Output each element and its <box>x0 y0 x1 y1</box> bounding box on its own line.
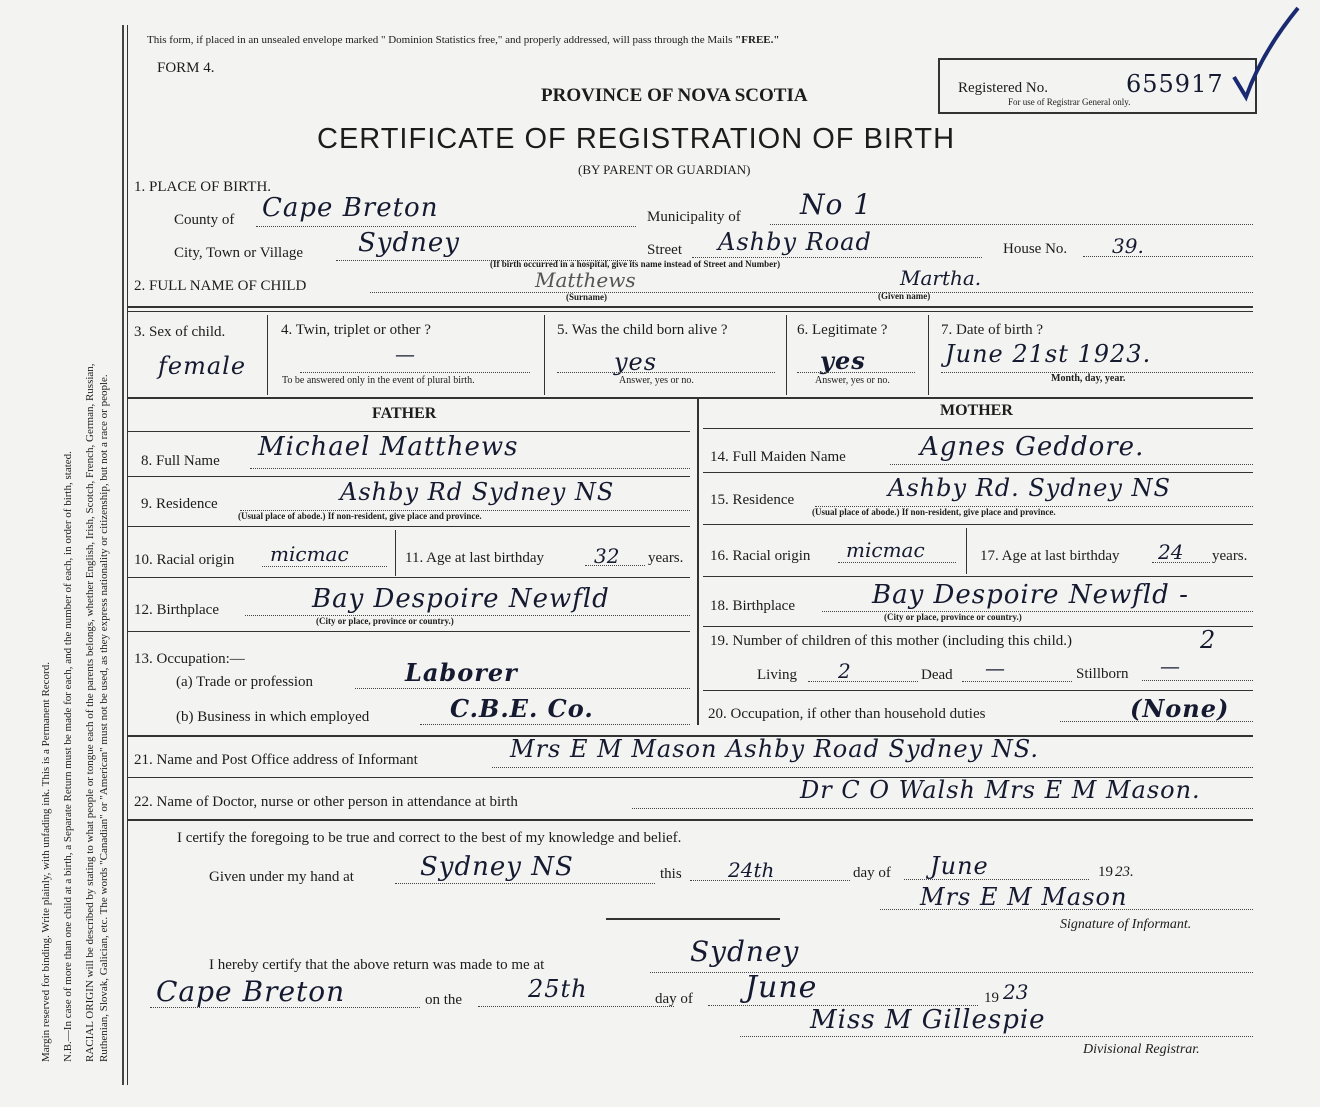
legit-value: yes <box>820 346 866 375</box>
father-name-value: Michael Matthews <box>258 432 519 462</box>
county-line <box>256 226 636 227</box>
doctor-line <box>632 808 1253 809</box>
street-value: Ashby Road <box>718 228 872 256</box>
informant-label: 21. Name and Post Office address of Informant <box>134 752 418 768</box>
margin-note-racial-origin-2: Ruthenian, Slovak, Galician, etc. The words "Canadian" or "American" must not be used, as they express nationality or citizenship, but not a race or people. <box>98 374 110 1062</box>
row-divider-2 <box>544 315 545 395</box>
house-value: 39. <box>1112 234 1144 258</box>
father-name-line <box>250 468 690 469</box>
child-surname-value: Matthews <box>535 268 636 292</box>
alive-line <box>557 372 775 373</box>
dead-line <box>962 681 1072 682</box>
sex-label: 3. Sex of child. <box>134 324 226 340</box>
mother-race-divider <box>966 528 967 574</box>
mother-age-unit: years. <box>1212 548 1248 564</box>
registered-label: Registered No. <box>958 80 1048 96</box>
mother-name-line <box>890 464 1253 465</box>
living-label: Living <box>757 667 797 683</box>
informant-line <box>492 767 1253 768</box>
mother-occupation-value: (None) <box>1130 694 1230 723</box>
mother-age-label: 17. Age at last birthday <box>980 548 1120 564</box>
row-line-top <box>127 306 1253 308</box>
certificate-subtitle: (BY PARENT OR GUARDIAN) <box>578 162 751 177</box>
certify-statement: I certify the foregoing to be true and correct to the best of my knowledge and belief. <box>177 830 682 846</box>
trade-line <box>355 688 690 689</box>
informant-signature-label: Signature of Informant. <box>1060 917 1192 932</box>
registrar-day-value: 25th <box>528 975 588 1003</box>
mail-note: This form, if placed in an unsealed envelope marked " Dominion Statistics free," and properly addressed, will pass through the Mails "FREE." <box>147 34 780 46</box>
father-race-divider <box>395 530 396 576</box>
given-place-value: Sydney NS <box>420 852 574 882</box>
father-age-value: 32 <box>594 544 620 568</box>
row-line-bottom <box>127 397 1253 399</box>
registrar-place-value: Sydney <box>690 935 800 968</box>
registered-number: 655917 <box>1126 70 1224 98</box>
trade-value: Laborer <box>405 658 518 687</box>
registrar-on-label: on the <box>425 992 463 1008</box>
mother-birthplace-label: 18. Birthplace <box>710 598 795 614</box>
child-surname-note: (Surname) <box>566 292 607 302</box>
father-line-2 <box>127 476 690 477</box>
row-divider-3 <box>786 315 787 395</box>
doctor-bottom-line <box>127 819 1253 821</box>
legit-label: 6. Legitimate ? <box>797 322 888 338</box>
mother-race-line <box>838 562 956 563</box>
stillborn-value: — <box>1160 654 1180 678</box>
house-line <box>1083 256 1253 257</box>
father-residence-note: (Usual place of abode.) If non-resident, give place and province. <box>238 511 482 521</box>
twin-value: — <box>395 342 415 366</box>
mother-race-label: 16. Racial origin <box>710 548 811 564</box>
informant-value: Mrs E M Mason Ashby Road Sydney NS. <box>510 735 1039 763</box>
place-of-birth-heading: 1. PLACE OF BIRTH. <box>134 179 272 195</box>
registrar-signature-line <box>740 1036 1253 1037</box>
living-value: 2 <box>838 659 851 683</box>
dob-label: 7. Date of birth ? <box>941 322 1044 338</box>
father-birthplace-label: 12. Birthplace <box>134 602 219 618</box>
mother-line-4 <box>703 576 1253 577</box>
given-day-label: day of <box>853 865 891 881</box>
father-residence-label: 9. Residence <box>141 496 218 512</box>
certificate-title: CERTIFICATE OF REGISTRATION OF BIRTH <box>317 123 956 155</box>
row-divider-4 <box>928 315 929 395</box>
child-name-line <box>370 292 1253 293</box>
given-year-prefix: 19 <box>1098 864 1113 880</box>
mother-occupation-label: 20. Occupation, if other than household duties <box>708 706 986 722</box>
dob-value: June 21st 1923. <box>945 340 1152 368</box>
mail-free: "FREE." <box>735 34 780 46</box>
father-line-4 <box>127 577 690 578</box>
city-label: City, Town or Village <box>174 245 304 261</box>
registrar-divider <box>606 918 780 920</box>
twin-label: 4. Twin, triplet or other ? <box>281 322 431 338</box>
child-name-label: 2. FULL NAME OF CHILD <box>134 278 307 294</box>
mother-residence-note: (Usual place of abode.) If non-resident, give place and province. <box>812 507 1056 517</box>
registrar-year-prefix: 19 <box>984 990 999 1006</box>
dead-value: — <box>985 656 1005 680</box>
form-number: FORM 4. <box>157 60 215 76</box>
margin-line <box>122 25 124 1085</box>
row-divider-1 <box>267 315 268 395</box>
margin-line-2 <box>127 25 128 1085</box>
legit-line <box>797 372 915 373</box>
province-title: PROVINCE OF NOVA SCOTIA <box>541 85 808 106</box>
registrar-county-value: Cape Breton <box>156 975 346 1008</box>
mother-age-value: 24 <box>1158 540 1184 564</box>
county-value: Cape Breton <box>262 193 439 223</box>
registrar-year-value: 23 <box>1003 980 1029 1004</box>
children-label: 19. Number of children of this mother (including this child.) <box>710 633 1073 649</box>
mother-line-5 <box>703 626 1253 627</box>
trade-label: (a) Trade or profession <box>176 674 314 690</box>
margin-note-binding: Margin reserved for binding. Write plainly, with unfading ink. This is a Permanent Record. <box>40 662 52 1062</box>
father-residence-value: Ashby Rd Sydney NS <box>340 478 615 506</box>
municipality-value: No 1 <box>800 188 873 221</box>
father-race-value: micmac <box>270 542 349 566</box>
mother-birthplace-value: Bay Despoire Newfld - <box>872 580 1189 610</box>
mother-head-line <box>703 428 1253 429</box>
registrar-signature: Miss M Gillespie <box>810 1005 1046 1035</box>
alive-value: yes <box>614 348 658 376</box>
father-age-unit: years. <box>648 550 684 566</box>
street-label: Street <box>647 242 682 258</box>
father-line-5 <box>127 631 690 632</box>
legit-note: Answer, yes or no. <box>815 375 890 386</box>
registrar-place-line <box>650 972 1253 973</box>
alive-note: Answer, yes or no. <box>619 375 694 386</box>
registrar-statement: I hereby certify that the above return was made to me at <box>209 957 545 973</box>
registered-box <box>938 58 1257 114</box>
mother-heading: MOTHER <box>940 402 1013 419</box>
mother-name-value: Agnes Geddore. <box>920 432 1145 462</box>
registrar-day-label: day of <box>655 991 693 1007</box>
margin-note-multiple-births: N.B.—In case of more than one child at a birth, a Separate Return must be made for each, and the number of each, in order of birth, stated. <box>62 451 74 1062</box>
business-value: C.B.E. Co. <box>450 694 594 723</box>
stillborn-label: Stillborn <box>1076 666 1129 682</box>
street-line <box>692 257 982 258</box>
father-birthplace-value: Bay Despoire Newfld <box>312 584 610 614</box>
municipality-line <box>770 224 1253 225</box>
occupation-label: 13. Occupation:— <box>134 651 245 667</box>
given-month-value: June <box>930 852 989 880</box>
alive-label: 5. Was the child born alive ? <box>557 322 728 338</box>
father-line-3 <box>127 526 690 527</box>
father-age-label: 11. Age at last birthday <box>405 550 544 566</box>
informant-signature: Mrs E M Mason <box>920 883 1128 911</box>
child-given-note: (Given name) <box>878 291 931 301</box>
given-year-value: 23. <box>1115 864 1134 880</box>
mother-residence-value: Ashby Rd. Sydney NS <box>888 474 1171 502</box>
mother-birthplace-note: (City or place, province or country.) <box>884 612 1022 622</box>
dead-label: Dead <box>921 667 953 683</box>
stillborn-line <box>1142 680 1253 681</box>
parents-divider <box>697 397 699 725</box>
house-label: House No. <box>1003 241 1068 257</box>
checkmark-icon <box>1232 2 1302 102</box>
doctor-label: 22. Name of Doctor, nurse or other person in attendance at birth <box>134 794 518 810</box>
given-day-value: 24th <box>728 858 775 882</box>
given-label: Given under my hand at <box>209 869 354 885</box>
sex-value: female <box>158 352 247 380</box>
registrar-day-line <box>478 1006 674 1007</box>
margin-note-racial-origin: RACIAL ORIGIN will be described by stating to what people or tongue each of the parents belongs, whether English, Irish, Scotch, French, German, Russian, <box>84 363 96 1062</box>
registrar-signature-label: Divisional Registrar. <box>1083 1042 1200 1057</box>
registered-note: For use of Registrar General only. <box>1008 97 1131 107</box>
living-line <box>808 681 918 682</box>
father-birthplace-note: (City or place, province or country.) <box>316 616 454 626</box>
county-label: County of <box>174 212 235 228</box>
twin-line <box>300 372 530 373</box>
given-this-label: this <box>660 866 682 882</box>
business-label: (b) Business in which employed <box>176 709 370 725</box>
children-value: 2 <box>1200 626 1217 654</box>
mother-line-2 <box>703 472 1253 473</box>
twin-note: To be answered only in the event of plural birth. <box>282 375 475 386</box>
business-line <box>420 724 690 725</box>
hospital-note: (If birth occurred in a hospital, give its name instead of Street and Number) <box>490 259 781 269</box>
given-place-line <box>395 883 655 884</box>
dob-note: Month, day, year. <box>1051 373 1126 384</box>
mother-residence-label: 15. Residence <box>710 492 795 508</box>
father-race-line <box>262 566 387 567</box>
city-value: Sydney <box>358 228 460 258</box>
mother-line-3 <box>703 524 1253 525</box>
row-line-top-2 <box>127 311 1253 312</box>
mother-line-6 <box>703 690 1253 691</box>
registrar-month-value: June <box>745 970 818 1005</box>
municipality-label: Municipality of <box>647 209 741 225</box>
father-heading: FATHER <box>372 405 437 422</box>
father-name-label: 8. Full Name <box>141 453 220 469</box>
doctor-value: Dr C O Walsh Mrs E M Mason. <box>800 776 1201 804</box>
father-birthplace-line <box>245 615 690 616</box>
father-race-label: 10. Racial origin <box>134 552 235 568</box>
mother-name-label: 14. Full Maiden Name <box>710 449 846 465</box>
child-given-value: Martha. <box>900 266 982 290</box>
mother-race-value: micmac <box>846 538 925 562</box>
